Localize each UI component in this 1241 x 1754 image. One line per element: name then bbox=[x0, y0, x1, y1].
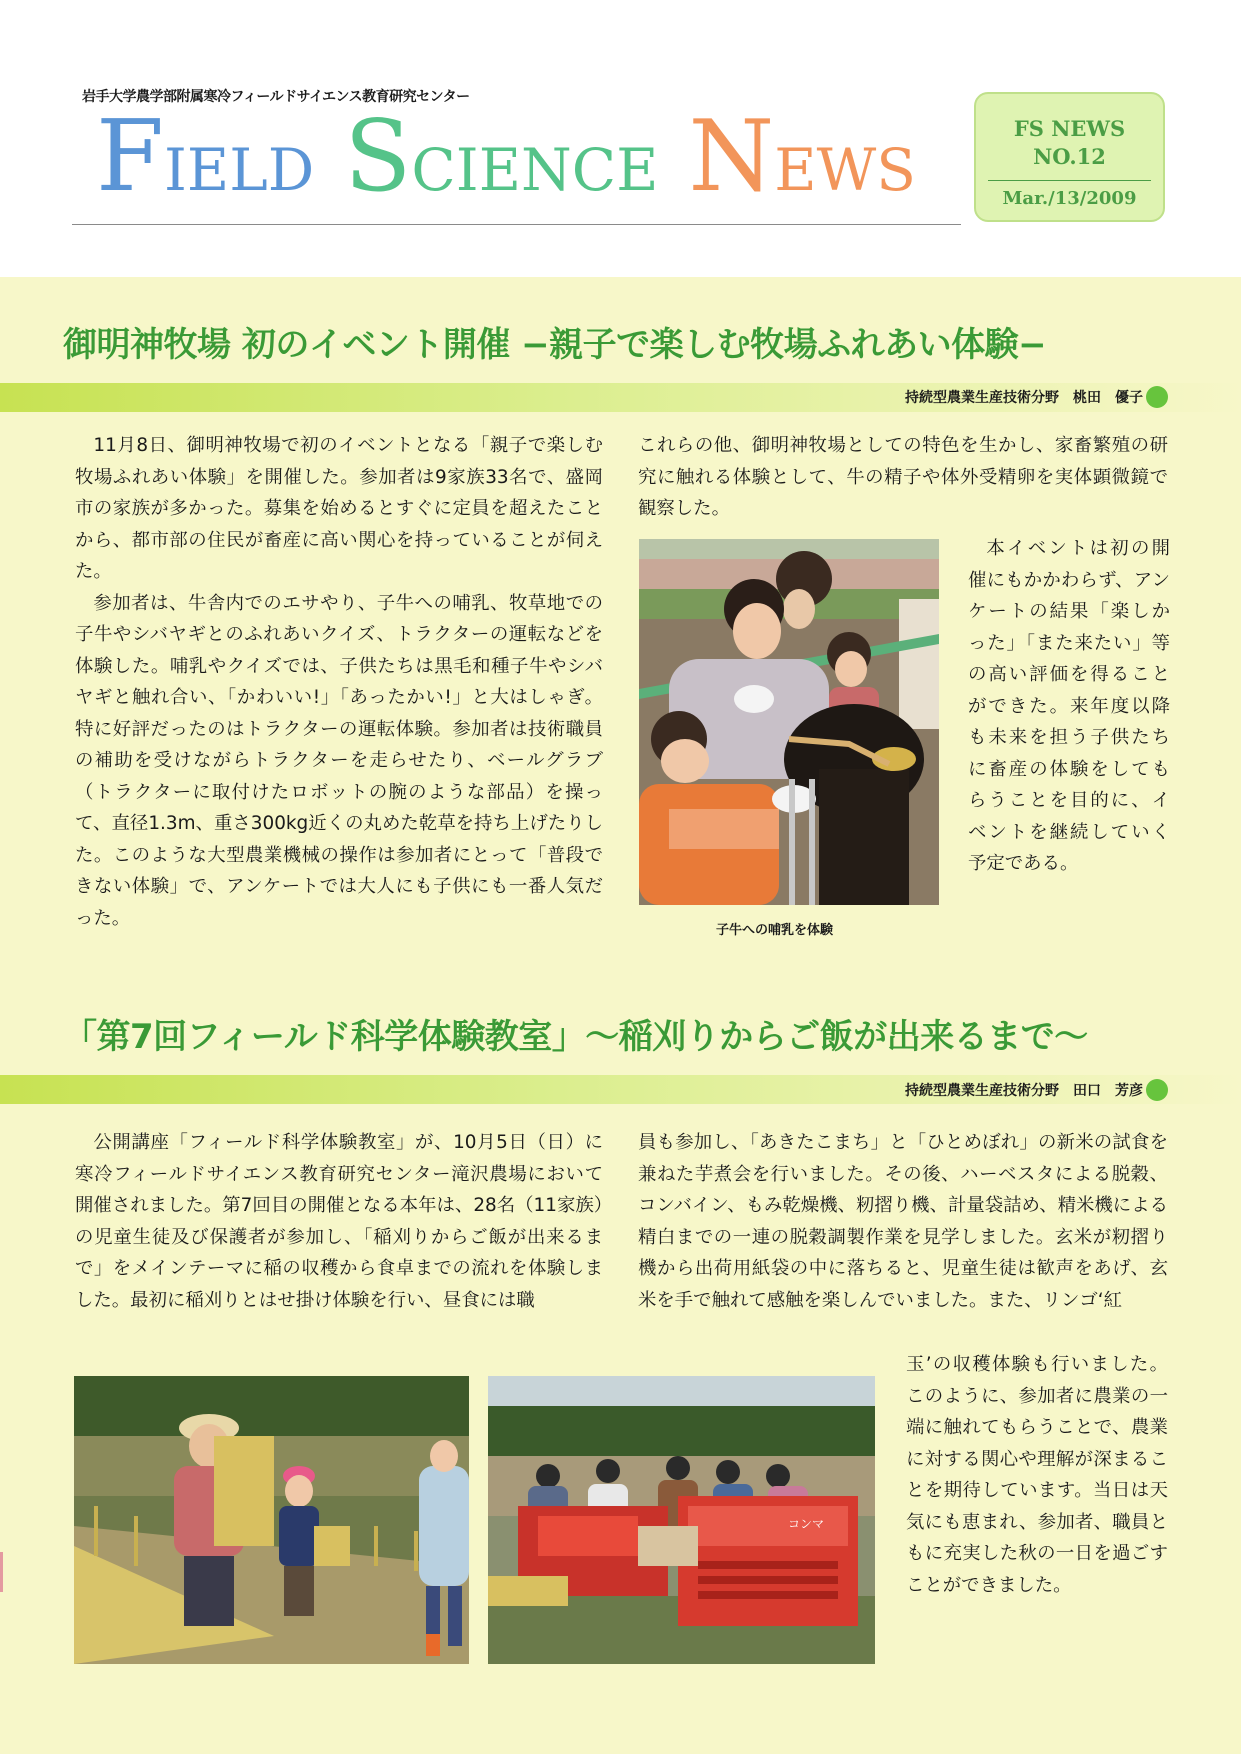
rice-harvest-photo bbox=[74, 1376, 469, 1664]
article1-byline: 持続型農業生産技術分野 桃田 優子 bbox=[905, 390, 1143, 406]
machine-label: コンマ bbox=[788, 1517, 825, 1531]
article2-paragraph-1: 公開講座「フィールド科学体験教室」が、10月5日（日）に寒冷フィールドサイエンス教育研究センター滝沢農場において開催されました。第7回目の開催となる本年は、28名（11家族）の児童生徒及び保護者が参加し、「稲刈りからご飯が出来るまで」をメインテーマに稲の収穫から食卓までの流れを体験しました。最初に稲刈りとはせ掛け体験を行い、昼食には職 bbox=[75, 1132, 603, 1311]
content-area bbox=[0, 277, 1241, 1754]
article2-column-left bbox=[75, 1127, 603, 1316]
article2-paragraph-3: 玉’の収穫体験も行いました。このように、参加者に農業の一端に触れてもらうことで、農業に対する関心や理解が深まることを期待しています。当日は天気にも恵まれ、参加者、職員ともに充実した秋の一日を過ごすことができました。 bbox=[906, 1354, 1168, 1596]
masthead-title bbox=[96, 100, 916, 214]
article2-paragraph-2: 員も参加し、「あきたこまち」と「ひとめぼれ」の新米の試食を兼ねた芋煮会を行いました。その後、ハーベスタによる脱穀、コンバイン、もみ乾燥機、籾摺り機、計量袋詰め、精米機による精白までの一連の脱穀調製作業を見学しました。玄米が籾摺り機から出荷用紙袋の中に落ちると、児童生徒は歓声をあげ、玄米を手で触れて感触を楽しんでいました。また、リンゴ‘紅 bbox=[638, 1132, 1168, 1311]
header bbox=[0, 0, 1241, 277]
harvester-photo bbox=[488, 1376, 875, 1664]
harvester-illustration bbox=[488, 1376, 875, 1664]
masthead-ews: EWS bbox=[774, 136, 916, 204]
masthead-f: F bbox=[96, 100, 164, 214]
calf-feeding-photo bbox=[639, 539, 939, 905]
issue-badge bbox=[974, 92, 1165, 222]
article2-headline: 「第7回フィールド科学体験教室」〜稲刈りからご飯が出来るまで〜 bbox=[63, 1017, 1088, 1057]
left-edge-mark bbox=[0, 1552, 3, 1592]
article1-paragraph-1: 11月8日、御明神牧場で初のイベントとなる「親子で楽しむ牧場ふれあい体験」を開催した。参加者は9家族33名で、盛岡市の家族が多かった。募集を始めるとすぐに定員を超えたことから、都市部の住民が畜産に高い関心を持っていることが伺えた。 bbox=[75, 435, 603, 582]
masthead-s: S bbox=[344, 100, 412, 214]
article1-column-right-side bbox=[968, 533, 1170, 880]
issue-number: NO.12 bbox=[1033, 144, 1106, 169]
rice-harvest-illustration bbox=[74, 1376, 469, 1664]
article2-column-right-side bbox=[906, 1349, 1168, 1601]
masthead-n: N bbox=[688, 100, 775, 214]
article1-column-right-top bbox=[638, 430, 1168, 525]
issue-date: Mar./13/2009 bbox=[1002, 188, 1137, 209]
article1-bullet-dot bbox=[1146, 386, 1168, 408]
article1-paragraph-2: 参加者は、牛舎内でのエサやり、子牛への哺乳、牧草地での子牛やシバヤギとのふれあいクイズ、トラクターの運転などを体験した。哺乳やクイズでは、子供たちは黒毛和種子牛やシバヤギと触れ合い、「かわいい!」「あったかい!」と大はしゃぎ。特に好評だったのはトラクターの運転体験。参加者は技術職員の補助を受けながらトラクターを走らせたり、ベールグラブ（トラクターに取付けたロボットの腕のような部品）を操って、直径1.3m、重さ300kg近くの丸めた乾草を持ち上げたりした。このような大型農業機械の操作は参加者にとって「普段できない体験」で、アンケートでは大人にも子供にも一番人気だった。 bbox=[75, 592, 603, 929]
issue-badge-divider bbox=[988, 180, 1151, 181]
organization-name: 岩手大学農学部附属寒冷フィールドサイエンス教育研究センター bbox=[82, 89, 470, 105]
article1-headline: 御明神牧場 初のイベント開催 −親子で楽しむ牧場ふれあい体験− bbox=[63, 325, 1047, 365]
article1-paragraph-3: これらの他、御明神牧場としての特色を生かし、家畜繁殖の研究に触れる体験として、牛の精子や体外受精卵を実体顕微鏡で観察した。 bbox=[638, 435, 1168, 519]
issue-badge-title: FS NEWS bbox=[1013, 116, 1126, 141]
article1-column-left bbox=[75, 430, 603, 934]
masthead-cience: CIENCE bbox=[411, 136, 659, 204]
header-rule bbox=[72, 224, 961, 225]
calf-feeding-illustration bbox=[639, 539, 939, 905]
article2-byline: 持続型農業生産技術分野 田口 芳彦 bbox=[905, 1083, 1143, 1099]
article2-bullet-dot bbox=[1146, 1079, 1168, 1101]
masthead-ield: IELD bbox=[164, 136, 315, 204]
article1-paragraph-4: 本イベントは初の開催にもかかわらず、アンケートの結果「楽しかった」「また来たい」等の高い評価を得ることができた。来年度以降も未来を担う子供たちに畜産の体験をしてもらうことを目的に、イベントを継続していく予定である。 bbox=[968, 538, 1170, 874]
article2-column-right-top bbox=[638, 1127, 1168, 1316]
calf-feeding-caption: 子牛への哺乳を体験 bbox=[716, 923, 834, 938]
